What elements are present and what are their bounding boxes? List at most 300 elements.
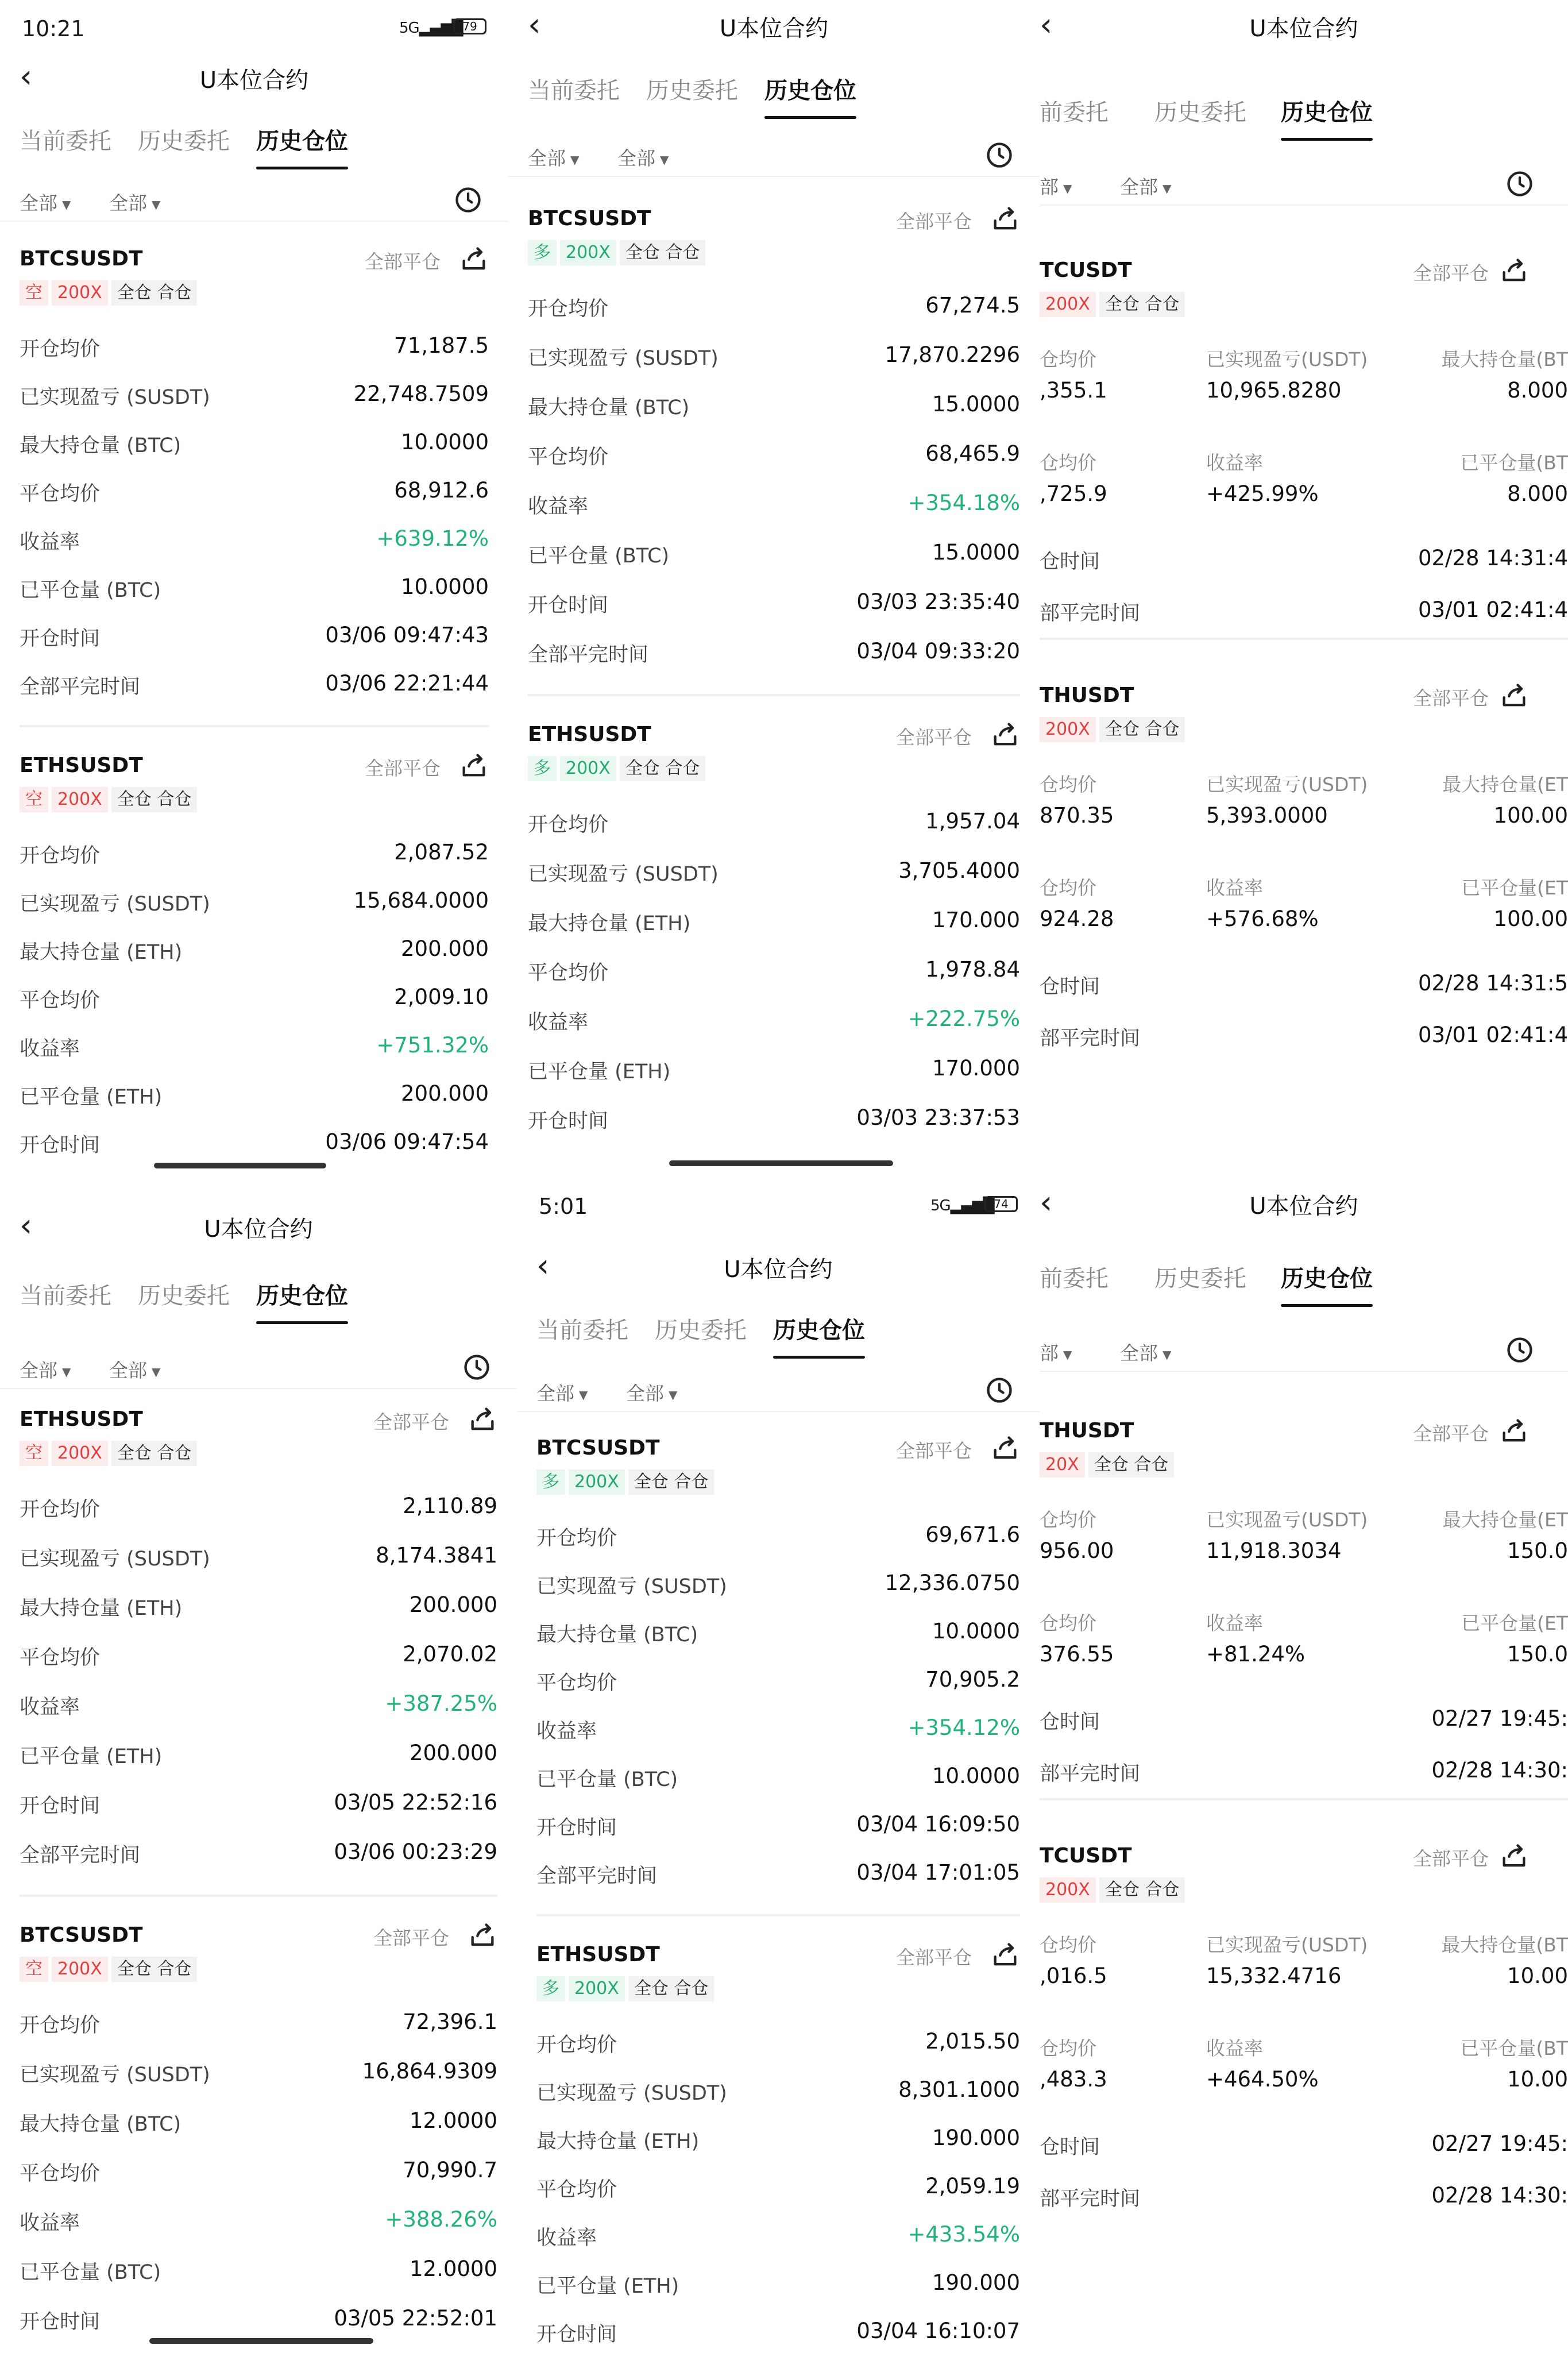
cell-label: 已实现盈亏(USDT) <box>1206 1509 1368 1531</box>
close-all-button[interactable]: 全部平仓 <box>1413 1847 1489 1870</box>
data-row <box>536 1715 1020 1750</box>
grid-cell <box>1396 1608 1568 1672</box>
margin-mode-badge: 全仓 合仓 <box>1099 292 1185 317</box>
margin-mode-badge: 全仓 合仓 <box>111 787 198 812</box>
row-value: 03/05 22:52:16 <box>334 1790 497 1815</box>
close-all-button[interactable]: 全部平仓 <box>1413 1422 1489 1445</box>
clock-icon[interactable] <box>462 1352 492 1382</box>
row-label: 仓时间 <box>1040 1711 1100 1734</box>
tab-bar <box>0 115 508 167</box>
cell-value: ,355.1 <box>1040 378 1107 403</box>
grid-cell <box>1206 345 1367 408</box>
signal-icon: 5G▂▄▆█ <box>399 20 463 37</box>
row-value: 16,864.9309 <box>362 2059 497 2084</box>
position-symbol: THUSDT <box>1040 684 1134 707</box>
row-label: 最大持仓量 (BTC) <box>20 434 181 457</box>
row-label: 已平仓量 (ETH) <box>528 1060 671 1083</box>
close-all-button[interactable]: 全部平仓 <box>1413 262 1489 284</box>
clock-icon[interactable] <box>453 185 483 215</box>
row-value: 10.0000 <box>400 574 489 599</box>
row-value: 03/06 09:47:43 <box>325 623 489 647</box>
row-label: 全部平完时间 <box>20 1844 141 1867</box>
row-value: 10.0000 <box>932 1764 1020 1788</box>
row-label: 开仓时间 <box>20 627 101 650</box>
cell-label: 已平仓量(BT <box>1460 2037 1568 2059</box>
leverage-badge: 200X <box>560 756 616 781</box>
filter-dropdown-1[interactable] <box>528 144 579 171</box>
row-label: 已实现盈亏 (SUSDT) <box>528 347 719 370</box>
leverage-badge: 200X <box>1040 717 1096 742</box>
chevron-down-icon: ▼ <box>62 1364 71 1379</box>
cell-label: 仓均价 <box>1040 1612 1096 1634</box>
data-row <box>528 342 1020 377</box>
row-label: 已平仓量 (BTC) <box>528 545 670 568</box>
data-row <box>20 936 489 971</box>
card-divider <box>20 725 489 727</box>
data-row <box>20 526 489 561</box>
chevron-down-icon: ▼ <box>579 1387 588 1402</box>
row-value: 02/27 19:45: <box>1431 2131 1568 2156</box>
cell-value: 870.35 <box>1040 803 1114 828</box>
cell-value: 100.00 <box>1493 803 1568 828</box>
side-badge: 空 <box>20 280 48 306</box>
filter-label: 全部 <box>20 192 57 214</box>
signal-icon: 5G▂▄▆█ <box>930 1197 994 1214</box>
row-label: 已平仓量 (ETH) <box>20 1086 163 1109</box>
clock-history-button[interactable] <box>1505 1335 1535 1365</box>
tab-order-history[interactable]: 历史委托 <box>1154 99 1246 126</box>
share-button[interactable] <box>459 751 489 781</box>
position-symbol: ETHSUSDT <box>528 723 651 746</box>
data-row <box>20 1691 497 1726</box>
row-label: 已平仓量 (BTC) <box>20 579 161 602</box>
nav-bar <box>1040 1178 1568 1233</box>
data-row <box>1040 2183 1568 2217</box>
grid-cell <box>1206 1505 1367 1568</box>
data-row <box>528 491 1020 525</box>
chevron-down-icon: ▼ <box>660 152 669 167</box>
app-panel-6 <box>1040 1178 1568 2353</box>
share-icon[interactable] <box>990 1434 1020 1464</box>
share-icon[interactable] <box>990 205 1020 234</box>
row-value: 2,070.02 <box>403 1642 497 1667</box>
data-row <box>20 333 489 368</box>
share-icon[interactable] <box>1499 256 1529 286</box>
share-button[interactable] <box>1499 681 1529 711</box>
position-tags <box>1040 292 1188 317</box>
row-label: 已平仓量 (BTC) <box>20 2261 161 2284</box>
row-label: 已实现盈亏 (SUSDT) <box>20 2063 210 2086</box>
data-row <box>20 2256 497 2291</box>
position-symbol: ETHSUSDT <box>20 1407 143 1431</box>
share-button[interactable] <box>1499 256 1529 286</box>
cell-value: ,725.9 <box>1040 481 1107 506</box>
grid-cell <box>1206 1930 1367 1993</box>
tab-position-history[interactable]: 历史仓位 <box>1281 1260 1373 1293</box>
close-all-button[interactable]: 全部平仓 <box>896 1440 972 1462</box>
tab-position-history[interactable]: 历史仓位 <box>764 72 856 105</box>
close-all-button[interactable]: 全部平仓 <box>896 1946 972 1969</box>
chevron-down-icon: ▼ <box>1063 1347 1072 1361</box>
position-symbol: BTCSUSDT <box>536 1436 660 1460</box>
grid-cell <box>1206 1608 1367 1672</box>
grid-cell <box>1040 770 1200 833</box>
row-value: 190.000 <box>932 2126 1020 2150</box>
data-row <box>536 2222 1020 2256</box>
share-icon[interactable] <box>1499 681 1529 711</box>
tab-current-orders[interactable]: 当前委托 <box>20 1283 111 1309</box>
back-icon[interactable]: ‹ <box>20 1207 33 1244</box>
chevron-down-icon: ▼ <box>62 197 71 211</box>
data-row <box>528 441 1020 476</box>
row-label: 收益率 <box>536 2227 597 2250</box>
row-value: 12.0000 <box>409 2256 497 2281</box>
close-all-button[interactable]: 全部平仓 <box>373 1927 449 1949</box>
app-panel-1 <box>0 0 508 1178</box>
position-tags <box>528 240 709 265</box>
row-value: 12,336.0750 <box>885 1571 1020 1595</box>
data-row <box>20 1033 489 1067</box>
side-badge: 多 <box>536 1469 565 1495</box>
card-divider <box>1040 1798 1568 1800</box>
data-row <box>20 2059 497 2093</box>
chevron-down-icon: ▼ <box>152 1364 161 1379</box>
row-value: 03/06 22:21:44 <box>325 671 489 696</box>
share-button[interactable] <box>1499 1417 1529 1446</box>
share-button[interactable] <box>990 1434 1020 1464</box>
position-tags <box>1040 1452 1177 1478</box>
grid-cell <box>1040 448 1200 511</box>
row-label: 平仓均价 <box>528 962 609 985</box>
row-label: 开仓时间 <box>536 1816 617 1839</box>
app-panel-3 <box>1040 0 1568 1178</box>
data-row <box>20 381 489 416</box>
filter-dropdown-1[interactable] <box>20 188 71 215</box>
row-value: +433.54% <box>907 2222 1020 2247</box>
cell-label: 已实现盈亏(USDT) <box>1206 1934 1368 1956</box>
grid-cell <box>1206 2034 1367 2097</box>
page-title: U本位合约 <box>724 1256 833 1283</box>
share-icon[interactable] <box>459 245 489 275</box>
share-button[interactable] <box>459 245 489 275</box>
tab-order-history[interactable]: 历史委托 <box>655 1317 747 1344</box>
row-label: 最大持仓量 (BTC) <box>536 1623 698 1646</box>
card-divider <box>536 1914 1020 1916</box>
back-icon[interactable]: ‹ <box>1040 6 1053 44</box>
data-row <box>20 1839 497 1874</box>
row-label: 收益率 <box>20 1037 80 1060</box>
grid-cell <box>1206 873 1367 936</box>
filter-bar <box>517 1367 1040 1412</box>
row-value: 22,748.7509 <box>353 381 489 406</box>
row-value: 2,110.89 <box>403 1494 497 1518</box>
nav-bar <box>1040 0 1568 55</box>
row-value: 1,957.04 <box>925 809 1020 834</box>
filter-label: 全部 <box>1120 1342 1158 1364</box>
row-value: 02/28 14:31:4 <box>1418 546 1568 570</box>
tab-current-orders[interactable]: 当前委托 <box>20 128 111 155</box>
row-label: 平仓均价 <box>20 483 101 506</box>
cell-value: +425.99% <box>1206 481 1319 506</box>
data-row <box>536 1764 1020 1798</box>
position-symbol: ETHSUSDT <box>20 754 143 777</box>
close-all-button[interactable]: 全部平仓 <box>365 250 441 273</box>
cell-label: 已实现盈亏(USDT) <box>1206 348 1368 371</box>
grid-cell <box>1396 448 1568 511</box>
row-value: 70,990.7 <box>403 2158 497 2182</box>
row-value: +388.26% <box>385 2207 497 2232</box>
row-label: 开仓均价 <box>20 844 101 867</box>
data-row <box>20 1741 497 1775</box>
row-label: 开仓时间 <box>20 1795 101 1818</box>
share-icon[interactable] <box>459 751 489 781</box>
grid-cell <box>1206 770 1367 833</box>
data-row <box>20 2306 497 2340</box>
status-time: 10:21 <box>22 16 85 41</box>
position-symbol: ETHSUSDT <box>536 1943 660 1966</box>
row-value: 03/04 16:10:07 <box>856 2319 1020 2343</box>
row-label: 平仓均价 <box>536 1672 617 1695</box>
panel-viewport <box>0 1178 517 2353</box>
filter-dropdown-2[interactable] <box>617 144 669 171</box>
grid-cell <box>1040 345 1200 408</box>
panel-viewport <box>508 0 1040 1178</box>
back-icon[interactable]: ‹ <box>528 6 541 44</box>
share-icon[interactable] <box>1499 1417 1529 1446</box>
filter-dropdown-1[interactable] <box>1040 1338 1072 1365</box>
position-tags <box>20 1441 200 1466</box>
panel-viewport <box>0 0 508 1178</box>
share-button[interactable] <box>468 1405 497 1435</box>
data-row <box>20 2009 497 2044</box>
data-row <box>536 1812 1020 1846</box>
clock-history-button[interactable] <box>453 185 483 215</box>
leverage-badge: 200X <box>52 1957 108 1982</box>
row-value: 8,301.1000 <box>898 2077 1020 2102</box>
panel-viewport <box>1040 1178 1568 2353</box>
row-label: 全部平完时间 <box>20 676 141 699</box>
chevron-down-icon: ▼ <box>1163 1347 1172 1361</box>
filter-label: 全部 <box>617 147 655 169</box>
tab-order-history[interactable]: 历史委托 <box>138 1283 230 1309</box>
share-button[interactable] <box>468 1921 497 1951</box>
row-label: 已实现盈亏 (SUSDT) <box>20 1548 210 1571</box>
cell-label: 最大持仓量(ET <box>1442 1509 1568 1531</box>
data-row <box>528 639 1020 673</box>
margin-mode-badge: 全仓 合仓 <box>111 280 198 306</box>
row-value: 17,870.2296 <box>885 342 1020 367</box>
share-icon[interactable] <box>1499 1842 1529 1872</box>
row-value: 3,705.4000 <box>898 858 1020 883</box>
back-icon[interactable]: ‹ <box>20 58 33 95</box>
grid-cell <box>1040 1930 1200 1993</box>
cell-value: 924.28 <box>1040 907 1114 931</box>
clock-history-button[interactable] <box>984 140 1014 170</box>
tab-position-history[interactable]: 历史仓位 <box>773 1312 865 1345</box>
data-row <box>1040 1758 1568 1792</box>
app-panel-5 <box>517 1178 1040 2353</box>
grid-cell <box>1396 873 1568 936</box>
side-badge: 空 <box>20 787 48 812</box>
cell-label: 仓均价 <box>1040 348 1096 371</box>
tab-current-orders[interactable]: 当前委托 <box>528 78 620 104</box>
position-tags <box>20 1957 200 1982</box>
tab-position-history[interactable]: 历史仓位 <box>256 1278 348 1310</box>
filter-label: 全部 <box>536 1382 574 1405</box>
tab-position-history[interactable]: 历史仓位 <box>256 123 348 156</box>
row-label: 最大持仓量 (ETH) <box>536 2130 700 2153</box>
clock-icon[interactable] <box>1505 1335 1535 1365</box>
nav-bar <box>0 52 508 107</box>
data-row <box>1040 971 1568 1005</box>
row-label: 收益率 <box>20 531 80 554</box>
row-value: 72,396.1 <box>403 2009 497 2034</box>
data-row <box>20 671 489 705</box>
share-button[interactable] <box>990 205 1020 234</box>
position-tags <box>1040 717 1188 742</box>
share-button[interactable] <box>1499 1842 1529 1872</box>
clock-history-button[interactable] <box>1505 169 1535 199</box>
cell-label: 最大持仓量(BT <box>1441 1934 1568 1956</box>
row-label: 部平完时间 <box>1040 1027 1141 1050</box>
close-all-button[interactable]: 全部平仓 <box>896 726 972 749</box>
close-all-button[interactable]: 全部平仓 <box>373 1411 449 1433</box>
clock-icon[interactable] <box>984 1375 1014 1405</box>
cell-value: 10.00 <box>1507 2067 1568 2092</box>
clock-history-button[interactable] <box>462 1352 492 1382</box>
filter-dropdown-1[interactable] <box>1040 172 1072 199</box>
data-row <box>528 858 1020 893</box>
status-bar <box>0 0 508 52</box>
row-value: 200.000 <box>400 936 489 961</box>
row-label: 开仓均价 <box>528 813 609 836</box>
filter-dropdown-2[interactable] <box>626 1379 677 1406</box>
cell-label: 仓均价 <box>1040 773 1096 796</box>
row-label: 平仓均价 <box>20 1646 101 1669</box>
data-row <box>528 908 1020 942</box>
tab-bar <box>508 64 1040 116</box>
row-label: 已实现盈亏 (SUSDT) <box>20 893 210 916</box>
data-row <box>536 1522 1020 1557</box>
share-button[interactable] <box>990 720 1020 750</box>
cell-label: 收益率 <box>1206 2037 1263 2059</box>
tab-order-history[interactable]: 历史委托 <box>646 78 738 104</box>
row-value: 15.0000 <box>932 392 1020 416</box>
home-indicator <box>154 1163 326 1168</box>
leverage-badge: 200X <box>52 787 108 812</box>
filter-dropdown-2[interactable] <box>1120 1338 1171 1365</box>
cell-value: +464.50% <box>1206 2067 1319 2092</box>
filter-bar <box>1040 1327 1568 1372</box>
cell-label: 仓均价 <box>1040 877 1096 899</box>
row-value: 67,274.5 <box>925 293 1020 318</box>
grid-cell <box>1396 1930 1568 1993</box>
row-value: 68,465.9 <box>925 441 1020 466</box>
back-icon[interactable]: ‹ <box>1040 1184 1053 1221</box>
share-icon[interactable] <box>990 1941 1020 1970</box>
tab-current-orders[interactable]: 当前委托 <box>536 1317 628 1344</box>
data-row <box>20 478 489 512</box>
back-icon[interactable]: ‹ <box>536 1247 550 1284</box>
data-row <box>20 985 489 1019</box>
filter-dropdown-1[interactable] <box>20 1356 71 1383</box>
row-label: 开仓时间 <box>536 2323 617 2346</box>
data-row <box>528 957 1020 992</box>
row-label: 最大持仓量 (ETH) <box>20 1597 183 1620</box>
row-value: 03/04 16:09:50 <box>856 1812 1020 1837</box>
row-label: 最大持仓量 (BTC) <box>20 2113 181 2136</box>
row-value: +354.12% <box>907 1715 1020 1740</box>
filter-label: 全部 <box>626 1382 664 1405</box>
tab-position-history[interactable]: 历史仓位 <box>1281 94 1373 127</box>
filter-dropdown-1[interactable] <box>536 1379 588 1406</box>
share-icon[interactable] <box>990 720 1020 750</box>
grid-cell <box>1040 873 1200 936</box>
filter-label: 全部 <box>109 1359 147 1382</box>
tab-current-orders[interactable]: 前委托 <box>1040 1266 1109 1292</box>
row-label: 开仓时间 <box>20 2310 101 2333</box>
margin-mode-badge: 全仓 合仓 <box>628 1976 715 2001</box>
cell-label: 已平仓量(BT <box>1460 452 1568 474</box>
share-icon[interactable] <box>468 1405 497 1435</box>
margin-mode-badge: 全仓 合仓 <box>111 1441 198 1466</box>
data-row <box>20 2207 497 2242</box>
page-title: U本位合约 <box>1249 16 1358 42</box>
data-row <box>536 2126 1020 2160</box>
row-label: 最大持仓量 (BTC) <box>528 396 690 419</box>
row-value: 02/28 14:31:5 <box>1418 971 1568 996</box>
cell-label: 收益率 <box>1206 452 1263 474</box>
data-row <box>20 888 489 923</box>
clock-history-button[interactable] <box>984 1375 1014 1405</box>
tab-current-orders[interactable]: 前委托 <box>1040 99 1109 126</box>
grid-cell <box>1396 345 1568 408</box>
app-panel-4 <box>0 1178 517 2353</box>
filter-dropdown-2[interactable] <box>109 188 160 215</box>
tab-order-history[interactable]: 历史委托 <box>138 128 230 155</box>
leverage-badge: 20X <box>1040 1452 1085 1478</box>
filter-dropdown-2[interactable] <box>109 1356 160 1383</box>
cell-value: ,483.3 <box>1040 2067 1107 2092</box>
clock-icon[interactable] <box>984 140 1014 170</box>
row-value: +751.32% <box>376 1033 489 1058</box>
cell-value: 11,918.3034 <box>1206 1538 1342 1563</box>
data-row <box>528 1105 1020 1140</box>
row-label: 平仓均价 <box>20 989 101 1012</box>
clock-icon[interactable] <box>1505 169 1535 199</box>
row-label: 开仓均价 <box>528 298 609 321</box>
share-icon[interactable] <box>468 1921 497 1951</box>
row-value: +222.75% <box>907 1006 1020 1031</box>
cell-label: 已实现盈亏(USDT) <box>1206 773 1368 796</box>
row-value: 200.000 <box>409 1592 497 1617</box>
tab-order-history[interactable]: 历史委托 <box>1154 1266 1246 1292</box>
row-value: 03/04 09:33:20 <box>856 639 1020 664</box>
share-button[interactable] <box>990 1941 1020 1970</box>
cell-value: ,016.5 <box>1040 1964 1107 1988</box>
nav-bar <box>508 0 1040 55</box>
data-row <box>528 540 1020 574</box>
data-row <box>536 1619 1020 1653</box>
close-all-button[interactable]: 全部平仓 <box>1413 687 1489 709</box>
close-all-button[interactable]: 全部平仓 <box>365 757 441 780</box>
filter-dropdown-2[interactable] <box>1120 172 1171 199</box>
data-row <box>528 809 1020 843</box>
app-panel-2 <box>508 0 1040 1178</box>
filter-label: 部 <box>1040 1342 1059 1364</box>
close-all-button[interactable]: 全部平仓 <box>896 210 972 233</box>
side-badge: 多 <box>528 240 557 265</box>
